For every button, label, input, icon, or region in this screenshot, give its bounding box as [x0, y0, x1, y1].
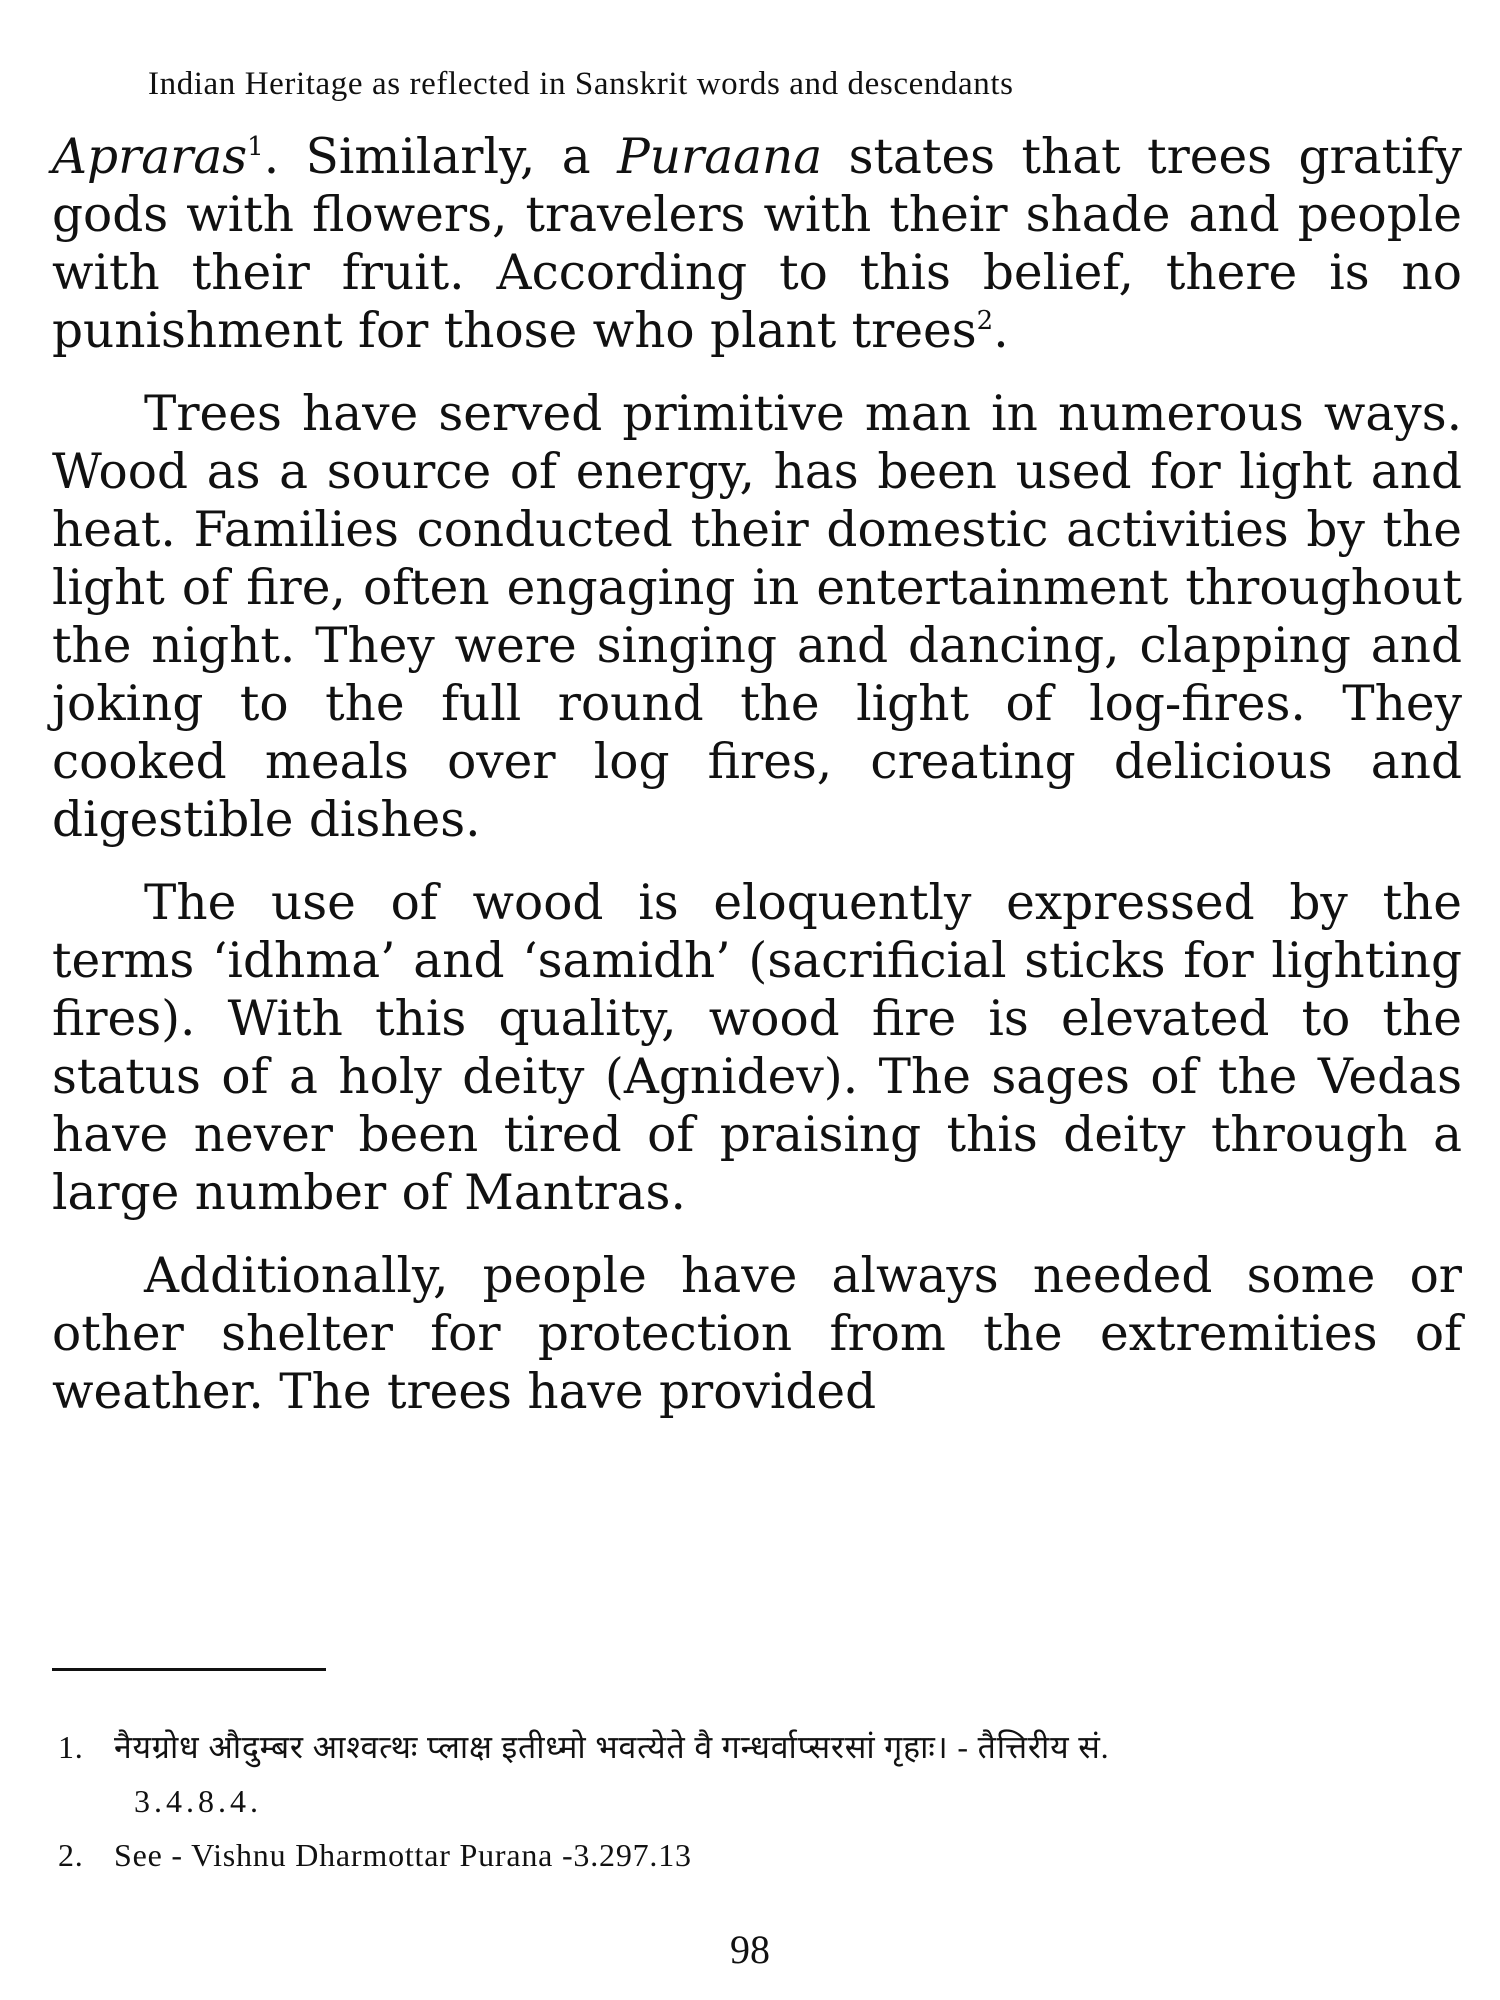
footnote-1: [58, 1720, 1462, 1774]
footnotes: [58, 1720, 1462, 1882]
paragraph-2: Trees have served primitive man in numerous ways. Wood as a source of energy, has been used for light and heat. Families conducted their domestic activities by the light of fire, often engaging in entertainment throughout the night. They were singing and dancing, clapping and joking to the full round the light of log-fires. They cooked meals over log fires, creating delicious and digestible dishes.: [52, 386, 1462, 848]
italic-term-apraras: Apraras: [52, 129, 248, 185]
footnote-number: 2.: [58, 1837, 84, 1873]
paragraph-3: The use of wood is eloquently expressed by the terms ‘idhma’ and ‘samidh’ (sacrificial sticks for lighting fires). With this quality, wood fire is elevated to the status of a holy deity (Agnidev). The sages of the Vedas have never been tired of praising this deity through a large number of Mantras.: [52, 875, 1462, 1221]
footnote-1-continuation: 3.4.8.4.: [134, 1783, 262, 1819]
running-header: Indian Heritage as reflected in Sanskrit words and descendants: [148, 66, 1014, 102]
footnote-2: [58, 1828, 1462, 1882]
page-number: 98: [730, 1927, 770, 1972]
footnote-text: नैयग्रोध औदुम्बर आश्वत्थः प्लाक्ष इतीध्मो भवत्येते वै गन्धर्वाप्सरसां गृहाः। - तैत्तिरीय सं.: [114, 1729, 1110, 1765]
paragraph-4: Additionally, people have always needed some or other shelter for protection from the extremities of weather. The trees have provided: [52, 1248, 1462, 1420]
paragraph-1-text-b: states that trees gratify gods with flowers, travelers with their shade and people with their fruit. According to this belief, there is no punishment for those who plant trees: [52, 129, 1462, 359]
footnote-marker-2[interactable]: 2: [976, 306, 994, 336]
footnote-text: See - Vishnu Dharmottar Purana -3.297.13: [114, 1837, 692, 1873]
body-text: [52, 128, 1462, 1421]
footnote-marker-1[interactable]: 1: [247, 132, 264, 162]
footnote-divider: [52, 1668, 326, 1671]
italic-term-puraana: Puraana: [617, 129, 823, 185]
paragraph-1-text-a: . Similarly, a: [263, 129, 618, 185]
paragraph-1-text-c: .: [993, 303, 1009, 359]
paragraph-1: [52, 128, 1462, 360]
footnote-number: 1.: [58, 1729, 84, 1765]
